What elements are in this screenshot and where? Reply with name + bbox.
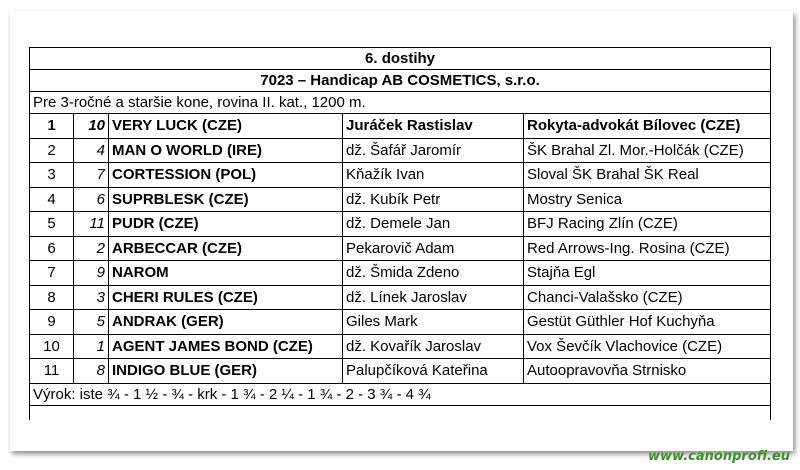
- owner-name: Sloval ŠK Brahal ŠK Real: [524, 163, 771, 188]
- finish-position: 3: [30, 163, 74, 188]
- start-number: 3: [74, 285, 109, 310]
- jockey-name: dž. Kubík Petr: [343, 187, 524, 212]
- race-name-row: [30, 70, 771, 92]
- jockey-name: dž. Šafář Jaromír: [343, 138, 524, 163]
- table-footer-spacer: [30, 405, 771, 420]
- result-row: [30, 114, 771, 139]
- result-row: [30, 236, 771, 261]
- horse-name: PUDR (CZE): [109, 212, 343, 237]
- horse-name: CORTESSION (POL): [109, 163, 343, 188]
- finish-position: 9: [30, 310, 74, 335]
- result-row: [30, 359, 771, 384]
- results-body: [30, 48, 771, 420]
- jockey-name: dž. Demele Jan: [343, 212, 524, 237]
- start-number: 1: [74, 334, 109, 359]
- horse-name: AGENT JAMES BOND (CZE): [109, 334, 343, 359]
- horse-name: NAROM: [109, 261, 343, 286]
- jockey-name: dž. Šmida Zdeno: [343, 261, 524, 286]
- owner-name: Red Arrows-Ing. Rosina (CZE): [524, 236, 771, 261]
- result-row: [30, 334, 771, 359]
- start-number: 4: [74, 138, 109, 163]
- result-row: [30, 163, 771, 188]
- race-conditions-row: [30, 92, 771, 114]
- race-verdict: Výrok: iste ¾ - 1 ½ - ¾ - krk - 1 ¾ - 2 ¼ - 1 ¾ - 2 - 3 ¾ - 4 ¾: [30, 383, 771, 405]
- race-conditions: Pre 3-ročné a staršie kone, rovina II. kat., 1200 m.: [30, 92, 771, 114]
- horse-name: MAN O WORLD (IRE): [109, 138, 343, 163]
- start-number: 5: [74, 310, 109, 335]
- jockey-name: Palupčíková Kateřina: [343, 359, 524, 384]
- owner-name: Vox Ševčík Vlachovice (CZE): [524, 334, 771, 359]
- start-number: 10: [74, 114, 109, 139]
- owner-name: Gestüt Güthler Hof Kuchyňa: [524, 310, 771, 335]
- owner-name: Stajňa Egl: [524, 261, 771, 286]
- result-row: [30, 310, 771, 335]
- start-number: 9: [74, 261, 109, 286]
- jockey-name: Juráček Rastislav: [343, 114, 524, 139]
- horse-name: CHERI RULES (CZE): [109, 285, 343, 310]
- horse-name: SUPRBLESK (CZE): [109, 187, 343, 212]
- owner-name: BFJ Racing Zlín (CZE): [524, 212, 771, 237]
- horse-name: INDIGO BLUE (GER): [109, 359, 343, 384]
- start-number: 2: [74, 236, 109, 261]
- horse-name: ARBECCAR (CZE): [109, 236, 343, 261]
- jockey-name: dž. Línek Jaroslav: [343, 285, 524, 310]
- owner-name: ŠK Brahal Zl. Mor.-Holčák (CZE): [524, 138, 771, 163]
- horse-name: VERY LUCK (CZE): [109, 114, 343, 139]
- start-number: 7: [74, 163, 109, 188]
- race-title-row: [30, 48, 771, 70]
- owner-name: Autoopravovňa Strnisko: [524, 359, 771, 384]
- watermark: www.canonprofi.eu: [648, 449, 790, 464]
- result-row: [30, 261, 771, 286]
- results-table: [29, 47, 771, 420]
- start-number: 8: [74, 359, 109, 384]
- jockey-name: Pekarovič Adam: [343, 236, 524, 261]
- horse-name: ANDRAK (GER): [109, 310, 343, 335]
- finish-position: 4: [30, 187, 74, 212]
- finish-position: 2: [30, 138, 74, 163]
- finish-position: 7: [30, 261, 74, 286]
- finish-position: 6: [30, 236, 74, 261]
- race-name: 7023 – Handicap AB COSMETICS, s.r.o.: [30, 70, 771, 92]
- jockey-name: dž. Kovařík Jaroslav: [343, 334, 524, 359]
- finish-position: 1: [30, 114, 74, 139]
- jockey-name: Kňažík Ivan: [343, 163, 524, 188]
- start-number: 6: [74, 187, 109, 212]
- result-row: [30, 212, 771, 237]
- result-row: [30, 138, 771, 163]
- owner-name: Rokyta-advokát Bílovec (CZE): [524, 114, 771, 139]
- finish-position: 10: [30, 334, 74, 359]
- result-row: [30, 187, 771, 212]
- footer-spacer-cell: [30, 405, 771, 420]
- owner-name: Chanci-Valašsko (CZE): [524, 285, 771, 310]
- owner-name: Mostry Senica: [524, 187, 771, 212]
- verdict-row: [30, 383, 771, 405]
- race-title: 6. dostihy: [30, 48, 771, 70]
- start-number: 11: [74, 212, 109, 237]
- finish-position: 11: [30, 359, 74, 384]
- finish-position: 8: [30, 285, 74, 310]
- finish-position: 5: [30, 212, 74, 237]
- result-row: [30, 285, 771, 310]
- jockey-name: Giles Mark: [343, 310, 524, 335]
